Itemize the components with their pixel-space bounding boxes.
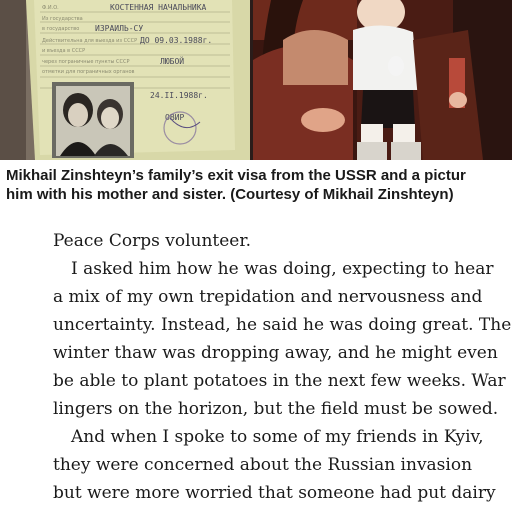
caption-line-1: Mikhail Zinshteyn’s family’s exit visa from the USSR and a pictur <box>6 167 466 184</box>
exit-visa-image <box>0 0 250 160</box>
article-line: but were more worried that someone had put dairy <box>53 483 496 503</box>
visa-line-4: ЛЮБОЙ <box>160 57 185 66</box>
article-line: Peace Corps volunteer. <box>53 231 252 251</box>
header-photos <box>0 0 512 160</box>
svg-text:в государство: в государство <box>42 26 80 32</box>
family-photo <box>253 0 512 160</box>
article-line: I asked him how he was doing, expecting to hear <box>71 259 494 279</box>
visa-line-1: КОСТЕННАЯ НАЧАЛЬНИКА <box>110 3 207 12</box>
svg-text:и въезда в СССР: и въезда в СССР <box>42 48 86 54</box>
svg-text:Действительна для выезда из СС: Действительна для выезда из СССР <box>42 38 138 44</box>
visa-line-5: 24.II.1988г. <box>150 91 208 100</box>
svg-text:Из государства: Из государства <box>42 16 83 22</box>
svg-text:через пограничные пункты СССР: через пограничные пункты СССР <box>42 59 130 65</box>
visa-line-6: ОВИР <box>165 113 185 122</box>
article-line: be able to plant potatoes in the next few weeks. War <box>53 371 506 391</box>
article-line: a mix of my own trepidation and nervousness and <box>53 287 483 307</box>
svg-text:отметки для пограничных органо: отметки для пограничных органов <box>42 69 135 75</box>
exit-visa-photo <box>0 0 250 160</box>
visa-line-3: ДО 09.03.1988г. <box>140 36 213 45</box>
article-line: uncertainty. Instead, he said he was doing great. The <box>53 315 512 335</box>
visa-line-2: ИЗРАИЛЬ-СУ <box>95 24 144 33</box>
svg-text:Ф.И.О.: Ф.И.О. <box>42 5 59 11</box>
family-image <box>253 0 512 160</box>
article-line: they were concerned about the Russian invasion <box>53 455 473 475</box>
photo-caption <box>6 166 512 204</box>
caption-line-2: him with his mother and sister. (Courtesy of Mikhail Zinshteyn) <box>6 186 454 203</box>
article-line: lingers on the horizon, but the field must be sowed. <box>53 399 499 419</box>
article-line: And when I spoke to some of my friends in Kyiv, <box>71 427 484 447</box>
article-line: winter thaw was dropping away, and he might even <box>53 343 498 363</box>
